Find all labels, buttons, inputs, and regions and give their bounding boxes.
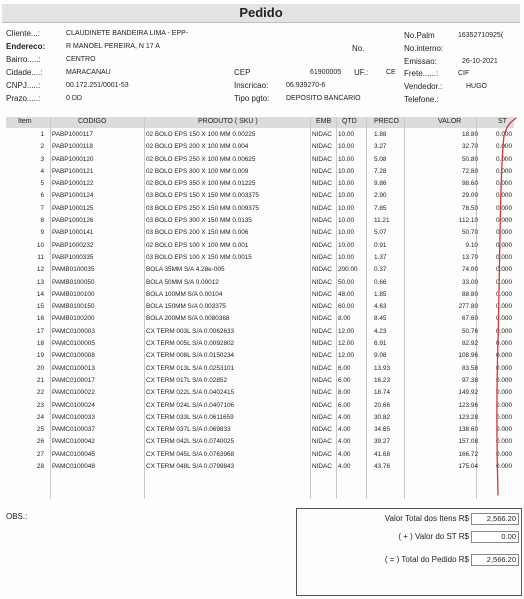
- cell-item-number: 10: [36, 241, 44, 249]
- nointerno-label: No.interno:: [404, 44, 444, 53]
- cell-product-code: PAMC0100003: [52, 327, 95, 335]
- cell-item-number: 19: [36, 352, 44, 360]
- cell-product-code: PAMC0100037: [52, 426, 95, 434]
- cell-product-code: PABP1000121: [52, 167, 94, 175]
- cell-quantity: 10.00: [338, 180, 354, 188]
- cell-value: 50.80: [462, 155, 478, 163]
- cell-price: 7.85: [374, 204, 387, 212]
- cell-value: 166.72: [458, 450, 478, 458]
- cell-product-code: PABP1000126: [52, 217, 94, 225]
- cell-product-name: 02 BOLO EPS 250 X 100 MM 0.00625: [146, 155, 256, 163]
- cell-product-name: CX TERM 022L S/A 0.0402415: [146, 389, 235, 397]
- pen-stroke: [497, 118, 516, 495]
- cell-quantity: 10.00: [338, 155, 354, 163]
- cell-product-code: PAMC0100008: [52, 352, 95, 360]
- cell-st: 0.000: [496, 290, 512, 298]
- prazo-label: Prazo.....:: [6, 94, 41, 103]
- cell-quantity: 4.00: [338, 413, 351, 421]
- cell-product-code: PABP1000141: [52, 229, 94, 237]
- cell-product-name: CX TERM 008L S/A 0.0150234: [146, 352, 235, 360]
- cell-emb: NIDAC: [312, 413, 332, 421]
- cell-product-code: PAMC0100042: [52, 438, 95, 446]
- cell-quantity: 10.00: [338, 241, 354, 249]
- cell-value: 157.08: [458, 438, 478, 446]
- cell-product-code: PAMC0100024: [52, 401, 95, 409]
- cell-product-code: PAMB0100100: [52, 290, 95, 298]
- cell-quantity: 10.00: [338, 229, 354, 237]
- cell-product-name: 03 BOLO EPS 300 X 150 MM 0.0135: [146, 217, 252, 225]
- cell-st: 0.000: [496, 315, 512, 323]
- frete-label: Frete......:: [404, 69, 439, 78]
- column-header-emb: EMB: [316, 118, 332, 125]
- cep-label: CEP: [234, 68, 251, 77]
- cell-item-number: 2: [40, 143, 44, 151]
- cell-item-number: 21: [36, 376, 44, 384]
- cell-product-name: CX TERM 042L S/A 0.0740025: [146, 438, 235, 446]
- cell-value: 82.92: [462, 340, 478, 348]
- cell-product-name: 02 BOLO EPS 150 X 100 MM 0.00225: [146, 131, 256, 138]
- cell-price: 4.63: [374, 303, 387, 311]
- cell-value: 83.58: [462, 364, 478, 372]
- total-pedido-label: ( = ) Total do Pedido R$: [384, 555, 469, 564]
- cell-price: 30.82: [374, 413, 390, 421]
- cell-quantity: 10.00: [338, 253, 354, 261]
- cell-item-number: 14: [36, 290, 44, 298]
- cell-product-code: PAMC0100033: [52, 413, 95, 421]
- cell-emb: NIDAC: [312, 389, 332, 397]
- cell-emb: NIDAC: [312, 463, 332, 471]
- cell-st: 0.000: [496, 266, 512, 274]
- valor-st-label: ( + ) Valor do ST R$: [398, 532, 469, 541]
- cell-emb: NIDAC: [312, 303, 332, 311]
- cell-value: 123.28: [458, 413, 478, 421]
- cell-value: 149.92: [458, 389, 478, 397]
- cell-st: 0.000: [496, 303, 512, 311]
- cell-product-name: CX TERM 048L S/A 0.0799843: [146, 463, 235, 471]
- cell-emb: NIDAC: [312, 426, 332, 434]
- cell-value: 33.00: [462, 278, 478, 286]
- cell-item-number: 13: [36, 278, 44, 286]
- cell-quantity: 4.00: [338, 426, 351, 434]
- cell-item-number: 3: [40, 155, 44, 163]
- cell-price: 8.45: [374, 315, 387, 323]
- cell-value: 175.04: [458, 463, 478, 471]
- cell-value: 13.70: [462, 253, 478, 261]
- cell-item-number: 16: [36, 315, 44, 323]
- cell-product-code: PABP1000124: [52, 192, 94, 200]
- cell-product-name: CX TERM 045L S/A 0.0763968: [146, 450, 235, 458]
- cell-value: 32.70: [462, 143, 478, 151]
- cell-st: 0.000: [496, 143, 512, 151]
- cell-item-number: 5: [40, 180, 44, 188]
- cell-emb: NIDAC: [312, 131, 332, 138]
- cell-product-name: BOLA 35MM S/A 4.28e-005: [146, 266, 225, 274]
- cell-st: 0.000: [496, 438, 512, 446]
- cell-st: 0.000: [496, 426, 512, 434]
- cell-item-number: 25: [36, 426, 44, 434]
- cell-quantity: 8.00: [338, 315, 351, 323]
- cell-item-number: 9: [40, 229, 44, 237]
- nopalm-value: 16352710925(: [458, 32, 504, 39]
- cell-item-number: 11: [37, 253, 44, 261]
- cell-item-number: 6: [40, 192, 44, 200]
- frete-value: CIF: [458, 70, 470, 77]
- cell-emb: NIDAC: [312, 401, 332, 409]
- cnpj-label: CNPJ.....:: [6, 81, 41, 90]
- cell-value: 97.38: [462, 376, 478, 384]
- cell-value: 29.00: [462, 192, 478, 200]
- cell-price: 41.68: [374, 450, 390, 458]
- cnpj-value: 00.172.251/0001-53: [66, 82, 129, 89]
- cell-product-code: PAMC0100017: [52, 376, 95, 384]
- cell-value: 9.10: [465, 241, 478, 249]
- cell-price: 6.91: [374, 340, 387, 348]
- cell-product-name: CX TERM 005L S/A 0.0092802: [146, 340, 235, 348]
- cell-quantity: 10.00: [338, 131, 354, 138]
- nopalm-label: No.Palm: [404, 31, 435, 40]
- column-header-item: Item: [18, 118, 32, 125]
- cell-product-name: 02 BOLO EPS 100 X 100 MM 0.001: [146, 241, 249, 249]
- cell-product-name: 03 BOLO EPS 200 X 150 MM 0.006: [146, 229, 249, 237]
- cell-price: 1.37: [374, 253, 387, 261]
- cell-value: 98.60: [462, 180, 478, 188]
- cell-quantity: 4.00: [338, 463, 351, 471]
- cell-item-number: 22: [36, 389, 44, 397]
- cell-product-code: PAMC0100048: [52, 463, 95, 471]
- cell-st: 0.000: [496, 180, 512, 188]
- telefone-label: Telefone.:: [404, 95, 439, 104]
- cell-price: 0.91: [374, 241, 387, 249]
- cell-emb: NIDAC: [312, 376, 332, 384]
- cell-quantity: 10.00: [338, 204, 354, 212]
- total-itens-value: 2,566.20: [471, 513, 519, 525]
- cell-st: 0.000: [496, 401, 512, 409]
- cell-st: 0.000: [496, 131, 512, 138]
- obs-label: OBS.:: [6, 512, 28, 521]
- cell-price: 16.23: [374, 376, 390, 384]
- cell-price: 4.23: [374, 327, 387, 335]
- prazo-value: 0 DD: [66, 95, 82, 102]
- cell-product-code: PABP1000120: [52, 155, 94, 163]
- uf-value: CE: [386, 69, 396, 76]
- cell-item-number: 8: [40, 217, 44, 225]
- cell-quantity: 50.00: [338, 278, 354, 286]
- cell-st: 0.000: [496, 253, 512, 261]
- cell-st: 0.000: [496, 241, 512, 249]
- cell-product-code: PAMB0100150: [52, 303, 95, 311]
- cell-price: 18.74: [374, 389, 390, 397]
- cliente-value: CLAUDINETE BANDEIRA LIMA - EPP-: [66, 30, 189, 37]
- cell-price: 20.66: [374, 401, 390, 409]
- cell-price: 34.65: [374, 426, 390, 434]
- cell-quantity: 4.00: [338, 450, 351, 458]
- cell-product-name: CX TERM 003L S/A 0.0062633: [146, 327, 235, 335]
- cell-st: 0.000: [496, 229, 512, 237]
- total-itens-label: Valor Total dos Itens R$: [384, 514, 469, 523]
- cell-st: 0.000: [496, 463, 512, 471]
- tipo-pgto-value: DEPOSITO BANCARIO: [286, 95, 361, 102]
- cell-quantity: 8.00: [338, 389, 351, 397]
- cell-price: 7.28: [374, 167, 387, 175]
- cell-value: 50.76: [462, 327, 478, 335]
- cell-product-code: PABP1000232: [52, 241, 94, 249]
- inscricao-value: 06.939270-6: [286, 82, 326, 89]
- cell-product-code: PAMB0100035: [52, 266, 95, 274]
- cell-item-number: 27: [36, 450, 44, 458]
- cell-product-name: 03 BOLO EPS 250 X 150 MM 0.009375: [146, 204, 259, 212]
- cell-product-name: CX TERM 017L S/A 0.02852: [146, 376, 227, 384]
- cell-item-number: 7: [40, 204, 44, 212]
- cell-price: 13.93: [374, 364, 390, 372]
- cell-st: 0.000: [496, 167, 512, 175]
- cell-emb: NIDAC: [312, 450, 332, 458]
- cell-item-number: 18: [36, 340, 44, 348]
- cell-product-name: 02 BOLO EPS 350 X 100 MM 0.01225: [146, 180, 256, 188]
- cell-price: 39.27: [374, 438, 390, 446]
- cell-product-name: BOLA 150MM S/A 0.003375: [146, 303, 226, 311]
- cell-price: 5.08: [374, 155, 387, 163]
- cell-product-code: PABP1000125: [52, 204, 94, 212]
- cell-emb: NIDAC: [312, 155, 332, 163]
- cell-price: 43.76: [374, 463, 390, 471]
- cell-product-name: 03 BOLO EPS 150 X 150 MM 0.003375: [146, 192, 259, 200]
- cell-quantity: 10.00: [338, 192, 354, 200]
- cell-item-number: 23: [36, 401, 44, 409]
- emissao-label: Emissao:: [404, 57, 437, 66]
- cell-quantity: 10.00: [338, 167, 354, 175]
- cell-product-name: CX TERM 037L S/A 0.069833: [146, 426, 231, 434]
- cell-value: 72.80: [462, 167, 478, 175]
- cep-value: 61900005: [310, 69, 342, 76]
- cell-product-code: PAMB0100050: [52, 278, 95, 286]
- vendedor-label: Vendedor.:: [404, 82, 443, 91]
- cell-price: 2.90: [374, 192, 387, 200]
- cell-quantity: 6.00: [338, 364, 351, 372]
- cell-product-code: PABP1000118: [52, 143, 93, 151]
- cell-product-name: BOLA 100MM S/A 0.00104: [146, 290, 223, 298]
- cell-product-code: PAMC0100005: [52, 340, 95, 348]
- cell-st: 0.000: [496, 413, 512, 421]
- valor-st-value: 0.00: [471, 531, 519, 543]
- cell-product-name: CX TERM 033L S/A 0.0611659: [146, 413, 234, 421]
- cell-emb: NIDAC: [312, 253, 332, 261]
- cell-price: 9.86: [374, 180, 387, 188]
- cell-product-code: PABP1000335: [52, 253, 94, 261]
- cell-value: 78.50: [462, 204, 478, 212]
- cell-emb: NIDAC: [312, 204, 332, 212]
- cell-emb: NIDAC: [312, 340, 332, 348]
- cell-item-number: 24: [36, 413, 44, 421]
- cell-product-name: CX TERM 013L S/A 0.0253101: [146, 364, 235, 372]
- cell-st: 0.000: [496, 364, 512, 372]
- inscricao-label: Inscricao:: [234, 81, 269, 90]
- cell-st: 0.000: [496, 204, 512, 212]
- cell-emb: NIDAC: [312, 143, 332, 151]
- cell-quantity: 200.00: [338, 266, 358, 274]
- cell-price: 1.85: [374, 290, 387, 298]
- vendedor-value: HUGO: [466, 83, 487, 90]
- cell-emb: NIDAC: [312, 266, 332, 274]
- cidade-label: Cidade....:: [6, 68, 43, 77]
- cell-emb: NIDAC: [312, 217, 332, 225]
- cell-st: 0.000: [496, 327, 512, 335]
- cell-quantity: 12.00: [338, 327, 354, 335]
- cell-quantity: 10.00: [338, 217, 354, 225]
- cell-product-code: PAMC0100013: [52, 364, 95, 372]
- cell-product-name: BOLA 50MM S/A 0.00012: [146, 278, 219, 286]
- tipo-pgto-label: Tipo pgto:: [234, 94, 270, 103]
- endereco-label: Endereco:: [6, 42, 46, 51]
- cell-item-number: 17: [36, 327, 44, 335]
- cell-emb: NIDAC: [312, 352, 332, 360]
- cell-product-code: PABP1000122: [52, 180, 94, 188]
- cell-value: 277.80: [458, 303, 478, 311]
- cell-price: 0.37: [374, 266, 387, 274]
- cell-product-code: PABP1000117: [52, 131, 93, 138]
- cell-product-code: PAMB0100200: [52, 315, 95, 323]
- cell-quantity: 12.00: [338, 340, 354, 348]
- cell-emb: NIDAC: [312, 315, 332, 323]
- cell-product-name: 02 BOLO EPS 200 X 100 MM 0.004: [146, 143, 249, 151]
- cell-st: 0.000: [496, 389, 512, 397]
- cell-product-name: 02 BOLO EPS 300 X 100 MM 0.009: [146, 167, 249, 175]
- cell-product-name: CX TERM 024L S/A 0.0407106: [146, 401, 235, 409]
- cell-quantity: 60.00: [338, 303, 354, 311]
- column-header-valor: VALOR: [438, 118, 462, 125]
- column-header-qtd: QTD: [342, 118, 357, 125]
- cell-value: 18.80: [462, 131, 478, 138]
- emissao-value: 26-10-2021: [462, 58, 498, 65]
- cell-product-name: 03 BOLO EPS 100 X 150 MM 0.0015: [146, 253, 252, 261]
- cell-value: 123.96: [458, 401, 478, 409]
- cell-value: 108.96: [458, 352, 478, 360]
- cell-quantity: 6.00: [338, 401, 351, 409]
- endereco-value: R MANOEL PEREIRA, N 17 A: [66, 43, 160, 50]
- cell-emb: NIDAC: [312, 192, 332, 200]
- cell-st: 0.000: [496, 340, 512, 348]
- cell-emb: NIDAC: [312, 364, 332, 372]
- cell-st: 0.000: [496, 192, 512, 200]
- cell-item-number: 12: [36, 266, 44, 274]
- cell-product-code: PAMC0100045: [52, 450, 95, 458]
- column-header-codigo: CODIGO: [78, 118, 107, 125]
- cell-emb: NIDAC: [312, 290, 332, 298]
- cell-st: 0.000: [496, 450, 512, 458]
- cell-value: 67.60: [462, 315, 478, 323]
- cliente-label: Cliente...:: [6, 29, 40, 38]
- page-title: Pedido: [239, 5, 283, 20]
- cell-item-number: 4: [40, 167, 44, 175]
- column-header-produto: PRODUTO ( SKU ): [198, 118, 258, 125]
- total-pedido-value: 2,566.20: [471, 554, 519, 566]
- cell-value: 138.60: [458, 426, 478, 434]
- cell-quantity: 10.00: [338, 143, 354, 151]
- cell-st: 0.000: [496, 217, 512, 225]
- cell-emb: NIDAC: [312, 278, 332, 286]
- cell-emb: NIDAC: [312, 438, 332, 446]
- cell-price: 3.27: [374, 143, 387, 151]
- cell-st: 0.000: [496, 376, 512, 384]
- cell-emb: NIDAC: [312, 327, 332, 335]
- cidade-value: MARACANAU: [66, 69, 111, 76]
- column-header-preco: PRECO: [374, 118, 399, 125]
- cell-quantity: 6.00: [338, 376, 351, 384]
- uf-label: UF.:: [354, 68, 369, 77]
- cell-st: 0.000: [496, 352, 512, 360]
- cell-item-number: 28: [36, 463, 44, 471]
- cell-emb: NIDAC: [312, 167, 332, 175]
- cell-value: 112.10: [458, 217, 478, 225]
- cell-price: 5.07: [374, 229, 387, 237]
- cell-value: 74.00: [462, 266, 478, 274]
- cell-product-code: PAMC0100022: [52, 389, 95, 397]
- cell-price: 1.88: [374, 131, 387, 138]
- cell-price: 9.08: [374, 352, 387, 360]
- cell-value: 50.70: [462, 229, 478, 237]
- cell-quantity: 48.00: [338, 290, 354, 298]
- cell-price: 0.66: [374, 278, 387, 286]
- cell-quantity: 12.00: [338, 352, 354, 360]
- cell-emb: NIDAC: [312, 241, 332, 249]
- cell-item-number: 26: [36, 438, 44, 446]
- cell-item-number: 20: [36, 364, 44, 372]
- cell-product-name: BOLA 200MM S/A 0.0080368: [146, 315, 230, 323]
- cell-value: 88.80: [462, 290, 478, 298]
- cell-item-number: 1: [40, 131, 44, 138]
- bairro-value: CENTRO: [66, 56, 96, 63]
- column-header-st: ST: [498, 118, 507, 125]
- cell-emb: NIDAC: [312, 180, 332, 188]
- cell-st: 0.000: [496, 155, 512, 163]
- cell-price: 11.21: [374, 217, 390, 225]
- bairro-label: Bairro.....:: [6, 55, 41, 64]
- cell-item-number: 15: [36, 303, 44, 311]
- cell-st: 0.000: [496, 278, 512, 286]
- numero-label: No.: [352, 44, 365, 53]
- cell-quantity: 4.00: [338, 438, 351, 446]
- cell-emb: NIDAC: [312, 229, 332, 237]
